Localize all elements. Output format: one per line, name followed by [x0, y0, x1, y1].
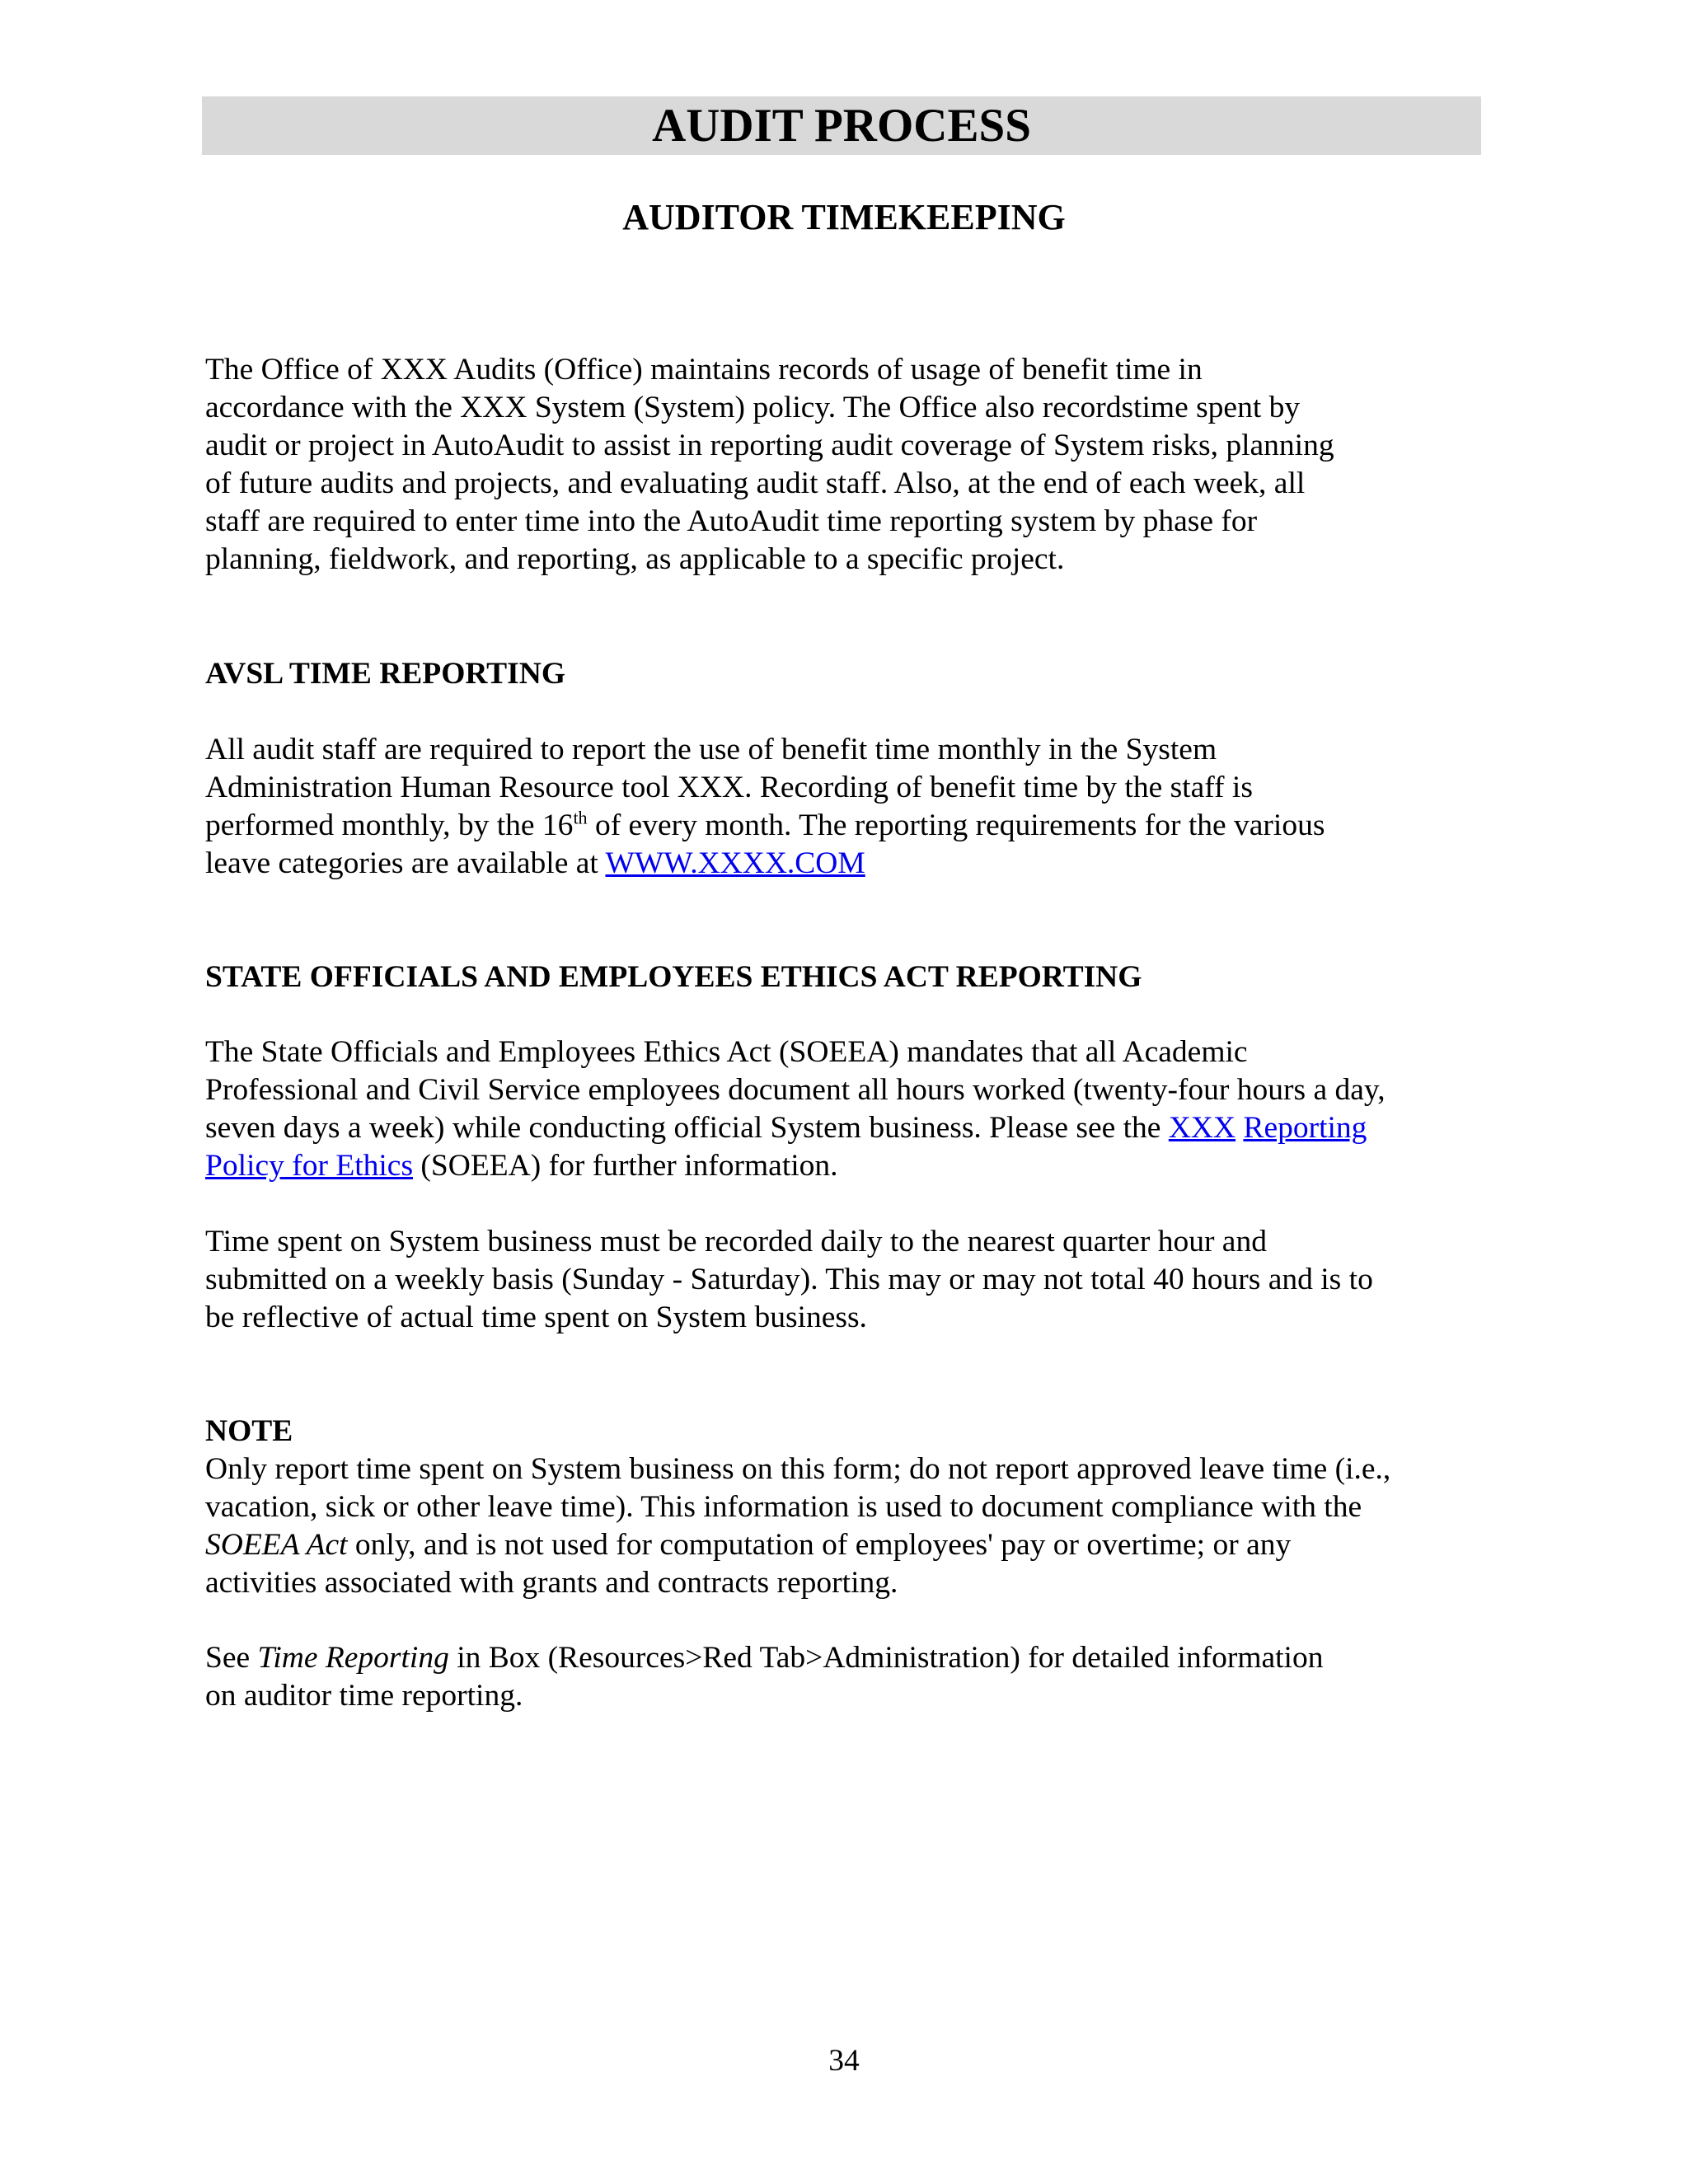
text-line: of future audits and projects, and evaluating audit staff. Also, at the end of each week, all [205, 466, 1306, 500]
reporting-policy-link[interactable]: Policy for Ethics [205, 1149, 414, 1183]
text-line: be reflective of actual time spent on System business. [205, 1301, 867, 1334]
text-line [205, 1147, 1491, 1185]
act-name: SOEEA Act [205, 1528, 348, 1562]
leave-categories-link[interactable]: WWW.XXXX.COM [605, 846, 865, 880]
text-line [205, 1639, 1491, 1677]
text-line: All audit staff are required to report the use of benefit time monthly in the System [205, 733, 1217, 766]
text-line: activities associated with grants and contracts reporting. [205, 1566, 898, 1600]
note-paragraph [205, 1451, 1491, 1602]
text-line: staff are required to enter time into the AutoAudit time reporting system by phase for [205, 504, 1258, 538]
text-line [205, 1526, 1491, 1564]
text-line: Time spent on System business must be recorded daily to the nearest quarter hour and [205, 1225, 1267, 1258]
text-line: The State Officials and Employees Ethics Act (SOEEA) mandates that all Academic [205, 1035, 1248, 1069]
soeea-time-paragraph [205, 1223, 1491, 1337]
text-line: accordance with the XXX System (System) policy. The Office also recordstime spent by [205, 391, 1301, 424]
text-line: vacation, sick or other leave time). This information is used to document compliance with the [205, 1490, 1362, 1524]
text-segment: See [205, 1641, 258, 1675]
text-line [205, 807, 1491, 845]
text-segment: leave categories are available at [205, 846, 606, 880]
note-heading: NOTE [205, 1414, 293, 1448]
avsl-heading: AVSL TIME REPORTING [205, 657, 565, 691]
text-segment: seven days a week) while conducting official System business. Please see the [205, 1111, 1169, 1145]
text-segment: performed monthly, by the 16 [205, 808, 574, 842]
ordinal-suffix: th [573, 807, 588, 828]
text-line: planning, fieldwork, and reporting, as applicable to a specific project. [205, 542, 1065, 576]
text-line: audit or project in AutoAudit to assist in reporting audit coverage of System risks, planning [205, 429, 1334, 462]
xxx-link[interactable]: XXX [1168, 1111, 1236, 1145]
page-subtitle: AUDITOR TIMEKEEPING [622, 197, 1066, 237]
page-number: 34 [828, 2044, 860, 2078]
section-banner [202, 96, 1481, 155]
reporting-policy-link[interactable]: Reporting [1243, 1111, 1367, 1145]
text-line: submitted on a weekly basis (Sunday - Saturday). This may or may not total 40 hours and is to [205, 1263, 1373, 1296]
text-line: on auditor time reporting. [205, 1679, 523, 1713]
soeea-heading: STATE OFFICIALS AND EMPLOYEES ETHICS ACT REPORTING [205, 960, 1142, 994]
text-segment: only, and is not used for computation of employees' pay or overtime; or any [347, 1528, 1292, 1562]
text-line: Only report time spent on System business on this form; do not report approved leave time (i.e., [205, 1452, 1391, 1486]
text-segment: (SOEEA) for further information. [413, 1149, 838, 1183]
intro-paragraph [205, 351, 1491, 579]
soeea-paragraph [205, 1033, 1491, 1185]
text-line: Administration Human Resource tool XXX. Recording of benefit time by the staff is [205, 771, 1253, 804]
text-line [205, 845, 1491, 883]
text-line: Professional and Civil Service employees document all hours worked (twenty-four hours a day, [205, 1073, 1386, 1107]
text-segment: in Box (Resources>Red Tab>Administration) for detailed information [448, 1641, 1324, 1675]
reference-title: Time Reporting [257, 1641, 449, 1675]
avsl-paragraph [205, 731, 1491, 883]
text-segment: of every month. The reporting requirements for the various [587, 808, 1325, 842]
text-line [205, 1109, 1491, 1147]
see-also-paragraph [205, 1639, 1491, 1715]
page-title: AUDIT PROCESS [652, 100, 1031, 152]
text-line: The Office of XXX Audits (Office) maintains records of usage of benefit time in [205, 353, 1203, 387]
